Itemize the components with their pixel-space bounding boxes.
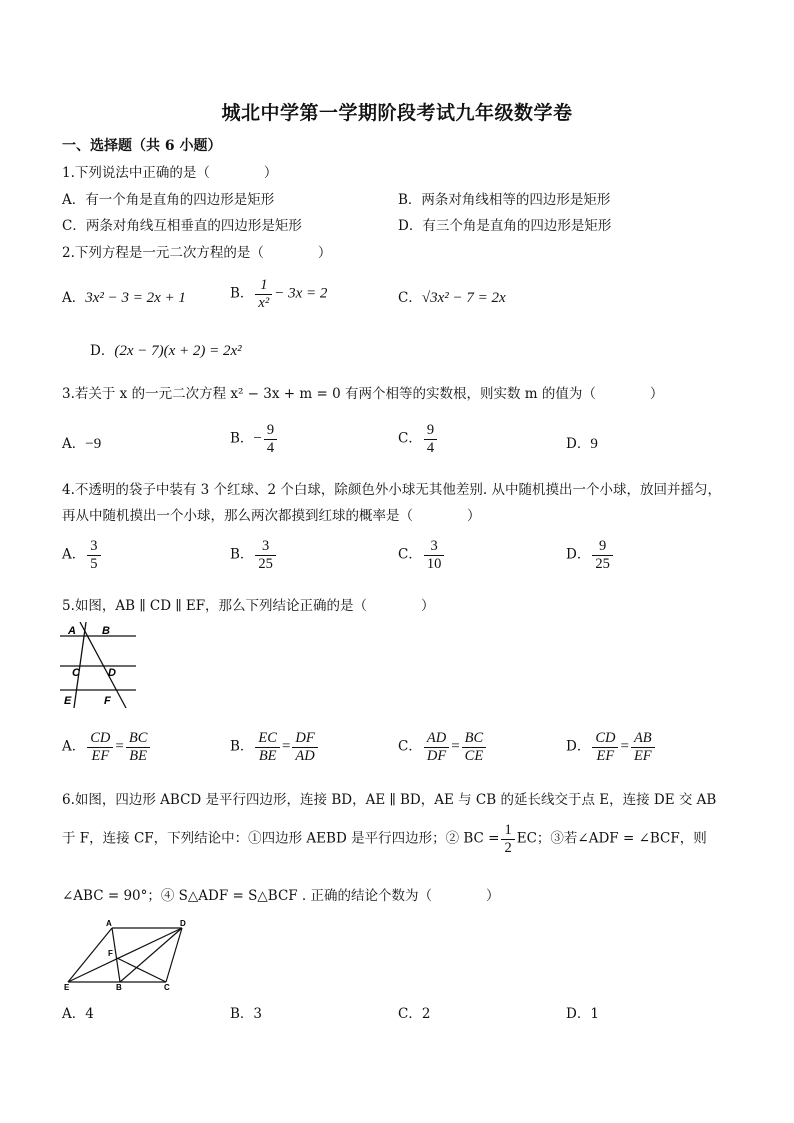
- fraction: $\frac{DF}{AD}$: [292, 730, 317, 764]
- question-3-option-a: A．−9: [62, 436, 102, 452]
- fraction: $\frac{9}{4}$: [264, 422, 277, 456]
- line-ed: [68, 928, 182, 982]
- question-1-option-d: D．有三个角是直角的四边形是矩形: [398, 218, 612, 234]
- question-1-option-a: A．有一个角是直角的四边形是矩形: [62, 192, 275, 208]
- option-label: A．: [62, 290, 86, 306]
- page-title: 城北中学第一学期阶段考试九年级数学卷: [221, 102, 573, 124]
- label-b: B: [116, 983, 122, 990]
- question-5-option-d: D． $\frac{CD}{EF}$ = $\frac{AB}{EF}$: [566, 730, 657, 764]
- question-3-stem: 3.若关于 x 的一元二次方程 x² − 3x + m = 0 有两个相等的实数根，则实数 m 的值为（ ）: [62, 386, 664, 402]
- line-ea: [68, 928, 112, 982]
- fraction: $\frac{9}{25}$: [592, 538, 613, 572]
- option-label: D．: [90, 343, 115, 359]
- fraction: $\frac{1}{2}$: [501, 822, 514, 856]
- question-5-stem: 5.如图，AB ∥ CD ∥ EF，那么下列结论正确的是（ ）: [62, 598, 435, 614]
- fraction: $\frac{AD}{DF}$: [424, 730, 449, 764]
- label-a: A: [68, 625, 76, 637]
- fraction: $\frac{AB}{EF}$: [631, 730, 655, 764]
- fraction: $\frac{3}{25}$: [255, 538, 276, 572]
- question-1-option-c: C．两条对角线互相垂直的四边形是矩形: [62, 218, 302, 234]
- question-2-option-d: [90, 339, 242, 360]
- question-4-stem-line1: 4.不透明的袋子中装有 3 个红球、2 个白球，除颜色外小球无其他差别. 从中随机摸出一个小球，放回并摇匀，: [62, 482, 722, 498]
- label-a: A: [106, 919, 112, 928]
- question-5-option-b: B． $\frac{EC}{BE}$ = $\frac{DF}{AD}$: [230, 730, 320, 764]
- label-d: D: [108, 667, 116, 679]
- question-3-option-c: C． $\frac{9}{4}$: [398, 422, 439, 456]
- label-e: E: [64, 695, 72, 707]
- question-6-option-d: D．1: [566, 1006, 599, 1022]
- option-expression: (2x − 7)(x + 2) = 2x²: [114, 343, 242, 359]
- fraction: $\frac{3}{10}$: [424, 538, 445, 572]
- question-5-option-c: C． $\frac{AD}{DF}$ = $\frac{BC}{CE}$: [398, 730, 488, 764]
- question-1-stem: 1.下列说法中正确的是（ ）: [62, 165, 278, 181]
- question-6-option-c: C．2: [398, 1006, 431, 1022]
- fraction: $\frac{CD}{EF}$: [592, 730, 618, 764]
- question-4-stem-line2: 再从中随机摸出一个小球，那么两次都摸到红球的概率是（ ）: [62, 508, 481, 524]
- fraction: $\frac{CD}{EF}$: [87, 730, 113, 764]
- parallelogram-figure: [62, 916, 192, 990]
- question-2-option-c: [398, 286, 506, 307]
- question-6-line1: 6.如图，四边形 ABCD 是平行四边形，连接 BD，AE ∥ BD，AE 与 CB 的延长线交于点 E，连接 DE 交 AB: [62, 792, 717, 808]
- fraction: $\frac{BC}{BE}$: [126, 730, 151, 764]
- question-2-option-b: [230, 277, 327, 311]
- parallel-lines-figure: [58, 620, 140, 712]
- fraction: $\frac{BC}{CE}$: [462, 730, 487, 764]
- question-3-option-d: D．9: [566, 436, 598, 452]
- fraction: $\frac{3}{5}$: [87, 538, 100, 572]
- question-5-option-a: A． $\frac{CD}{EF}$ = $\frac{BC}{BE}$: [62, 730, 152, 764]
- option-expression: √3x² − 7 = 2x: [421, 290, 506, 306]
- line-ab: [112, 928, 120, 982]
- fraction: $\frac{9}{4}$: [424, 422, 437, 456]
- question-6-line2: 于 F，连接 CF，下列结论中：①四边形 AEBD 是平行四边形；② BC = $\frac{1}{2}$ EC；③若∠ADF = ∠BCF，则: [62, 822, 707, 856]
- question-2-stem: 2.下列方程是一元二次方程的是（ ）: [62, 245, 332, 261]
- question-4-option-d: D． $\frac{9}{25}$: [566, 538, 615, 572]
- section-heading: 一、选择题（共 6 小题）: [62, 138, 222, 154]
- label-c: C: [72, 667, 80, 679]
- question-4-option-b: B． $\frac{3}{25}$: [230, 538, 278, 572]
- label-c: C: [164, 983, 170, 990]
- fraction: $\frac{1}{\text{x²}}$: [255, 277, 272, 311]
- label-d: D: [180, 919, 186, 928]
- option-expression: 3x² − 3 = 2x + 1: [85, 290, 186, 306]
- option-expression: − 3x = 2: [274, 285, 328, 302]
- option-label: B．: [230, 285, 254, 302]
- line-bd: [120, 928, 182, 982]
- fraction: $\frac{EC}{BE}$: [255, 730, 280, 764]
- question-1-option-b: B．两条对角线相等的四边形是矩形: [398, 192, 611, 208]
- label-e: E: [64, 983, 70, 990]
- question-3-option-b: B．− $\frac{9}{4}$: [230, 422, 279, 456]
- question-4-option-c: C． $\frac{3}{10}$: [398, 538, 446, 572]
- option-label: C．: [398, 290, 422, 306]
- line-dc: [166, 928, 182, 982]
- question-6-line3: ∠ABC = 90°；④ S△ADF = S△BCF . 正确的结论个数为（ ）: [62, 888, 500, 904]
- label-f: F: [104, 695, 111, 707]
- question-2-option-a: [62, 286, 186, 307]
- question-4-option-a: A． $\frac{3}{5}$: [62, 538, 103, 572]
- label-f: F: [108, 949, 113, 958]
- question-6-option-a: A．4: [62, 1006, 94, 1022]
- label-b: B: [102, 625, 110, 637]
- question-6-option-b: B．3: [230, 1006, 263, 1022]
